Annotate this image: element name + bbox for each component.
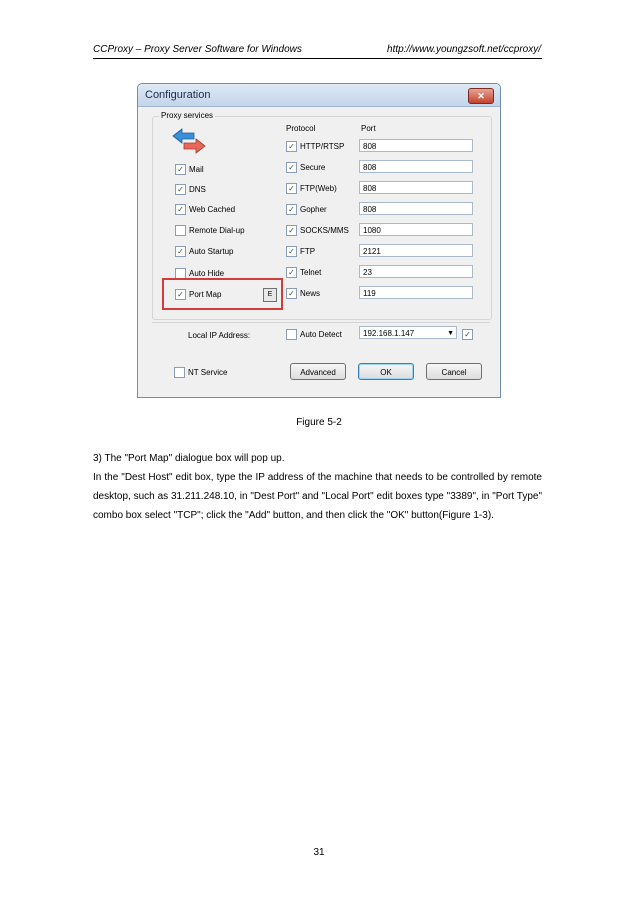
chevron-down-icon[interactable]: ▼ [447,330,454,337]
checkbox-label: Mail [189,165,204,174]
checkbox-box: ✓ [286,162,297,173]
auto-detect-checkbox[interactable] [286,329,342,340]
checkbox-box: ✓ [175,204,186,215]
checkbox-label: Telnet [300,268,322,277]
checkbox-label: Remote Dial-up [189,226,245,235]
checkbox-label: HTTP/RTSP [300,142,345,151]
running-header-title: CCProxy – Proxy Server Software for Windows [93,44,302,55]
port-socks-mms-input[interactable]: 1080 [359,223,473,236]
cancel-button[interactable]: Cancel [426,363,482,380]
close-icon[interactable]: ✕ [468,88,494,104]
body-paragraph: In the "Dest Host" edit box, type the IP address of the machine that needs to be controlled by remote desktop, such as 31.211.248.10, in "Dest Port" and "Local Port" edit boxes type "3389", in "Port Type" combo box select "TCP"; click the "Add" button, and then click the "OK" button(Figure 1-3). [93,472,542,521]
checkbox-label: DNS [189,185,206,194]
checkbox-label: Gopher [300,205,327,214]
protocol-telnet-checkbox[interactable] [286,267,321,278]
checkbox-box: ✓ [462,329,473,340]
port-column-header: Port [361,124,376,133]
protocol-secure-checkbox[interactable] [286,162,325,173]
ip-bind-checkbox[interactable] [462,329,476,340]
step-text: 3) The "Port Map" dialogue box will pop up. [93,453,285,464]
figure-caption: Figure 5-2 [296,417,342,428]
service-remote-dialup-checkbox[interactable] [175,225,245,236]
protocol-ftp-checkbox[interactable] [286,246,315,257]
port-gopher-input[interactable]: 808 [359,202,473,215]
checkbox-box: ✓ [175,289,186,300]
checkbox-label: Web Cached [189,205,236,214]
port-ftp-input[interactable]: 2121 [359,244,473,257]
arrows-icon [172,128,206,154]
protocol-column-header: Protocol [286,124,316,133]
configuration-window [137,83,501,398]
protocol-news-checkbox[interactable] [286,288,320,299]
checkbox-box [174,367,185,378]
ip-address-combo[interactable] [359,326,457,339]
protocol-ftp-web-checkbox[interactable] [286,183,337,194]
service-mail-checkbox[interactable] [175,164,204,175]
port-secure-input[interactable]: 808 [359,160,473,173]
checkbox-box: ✓ [175,184,186,195]
local-ip-label: Local IP Address: [188,331,251,340]
checkbox-box: ✓ [175,164,186,175]
checkbox-box: ✓ [175,246,186,257]
checkbox-label: Secure [300,163,326,172]
configuration-dialog-screenshot [137,83,501,398]
protocol-socks-mms-checkbox[interactable] [286,225,349,236]
checkbox-box: ✓ [286,141,297,152]
checkbox-label: Auto Startup [189,247,234,256]
port-http-rtsp-input[interactable]: 808 [359,139,473,152]
separator-line [152,322,490,323]
checkbox-label: Auto Detect [300,330,342,339]
ip-address-value: 192.168.1.147 [363,329,415,338]
checkbox-box: ✓ [286,225,297,236]
port-telnet-input[interactable]: 23 [359,265,473,278]
service-web-cached-checkbox[interactable] [175,204,235,215]
checkbox-label: News [300,289,321,298]
checkbox-box: ✓ [286,183,297,194]
checkbox-label: Auto Hide [189,269,225,278]
checkbox-label: FTP(Web) [300,184,337,193]
advanced-button[interactable]: Advanced [290,363,346,380]
service-dns-checkbox[interactable] [175,184,206,195]
protocol-http-rtsp-checkbox[interactable] [286,141,344,152]
nt-service-checkbox[interactable] [174,367,227,378]
checkbox-label: NT Service [188,368,228,377]
ok-button[interactable]: OK [358,363,414,380]
title-bar [138,84,500,107]
checkbox-box [286,329,297,340]
checkbox-label: FTP [300,247,316,256]
highlight-frame [162,278,283,310]
checkbox-label: Port Map [189,290,222,299]
service-auto-startup-checkbox[interactable] [175,246,233,257]
header-rule [93,58,542,59]
port-ftp-web-input[interactable]: 808 [359,181,473,194]
port-map-edit-button[interactable]: E [263,288,277,302]
checkbox-box: ✓ [286,204,297,215]
window-title: Configuration [145,89,211,101]
page-number: 31 [313,847,325,858]
checkbox-box: ✓ [286,246,297,257]
checkbox-box: ✓ [286,267,297,278]
running-header-url: http://www.youngzsoft.net/ccproxy/ [387,44,541,55]
checkbox-label: SOCKS/MMS [300,226,349,235]
protocol-gopher-checkbox[interactable] [286,204,327,215]
port-news-input[interactable]: 119 [359,286,473,299]
checkbox-box: ✓ [286,288,297,299]
checkbox-box [175,225,186,236]
proxy-services-label: Proxy services [161,111,214,120]
